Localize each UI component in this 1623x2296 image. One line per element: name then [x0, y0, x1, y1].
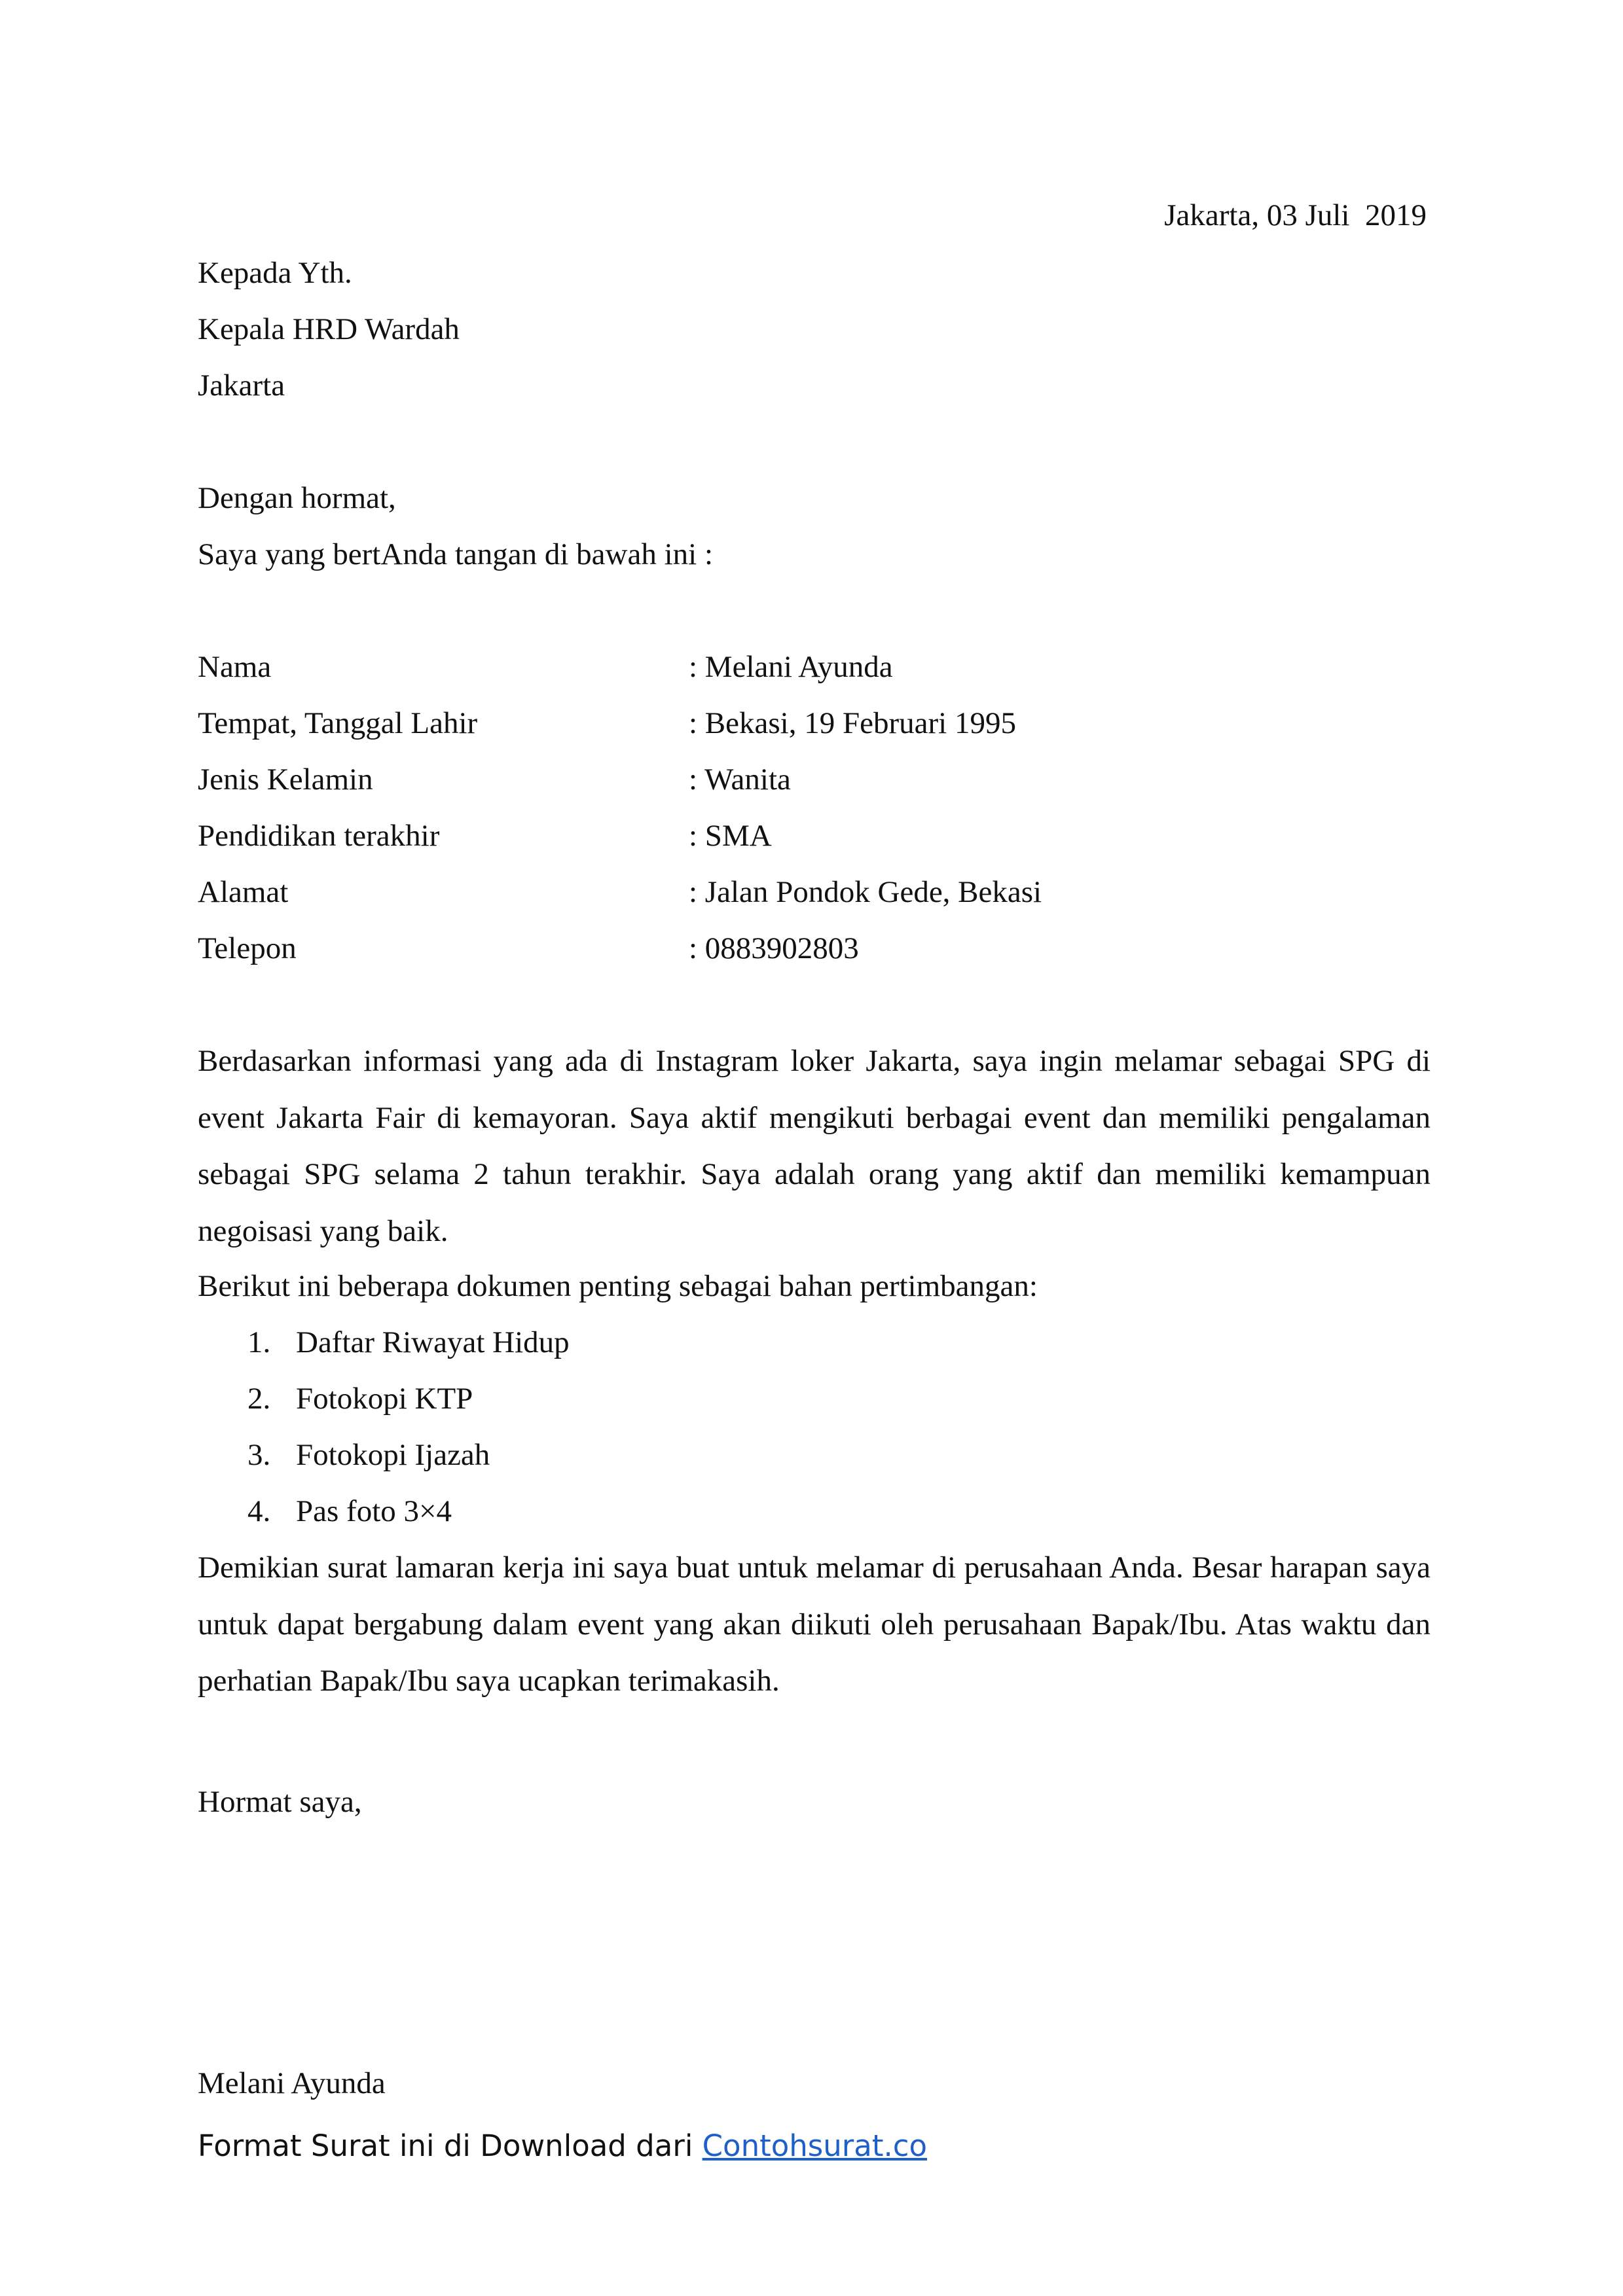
salutation: Dengan hormat, [198, 481, 396, 515]
field-label-alamat: Alamat [198, 875, 289, 909]
field-label-jenis-kelamin: Jenis Kelamin [198, 762, 373, 797]
list-item-4: Pas foto 3×4 [296, 1494, 452, 1528]
body-paragraph: Berdasarkan informasi yang ada di Instagram loker Jakarta, saya ingin melamar sebagai SPG di event Jakarta Fair di kemayoran. Saya aktif mengikuti berbagai event dan memiliki pengalaman sebagai SPG selama 2 tahun terakhir. Saya adalah orang yang aktif dan memiliki kemampuan negoisasi yang baik. [198, 1044, 1431, 1248]
recipient-line-1: Kepada Yth. [198, 256, 352, 290]
footer-prefix: Format Surat ini di Download dari [198, 2128, 702, 2163]
list-number-1: 1. [247, 1325, 271, 1359]
field-value-telepon: : 0883902803 [689, 931, 859, 965]
field-value-nama: : Melani Ayunda [689, 650, 893, 684]
letter-date: Jakarta, 03 Juli 2019 [1164, 198, 1427, 232]
recipient-line-2: Kepala HRD Wardah [198, 312, 460, 346]
list-item-3: Fotokopi Ijazah [296, 1438, 490, 1472]
list-number-2: 2. [247, 1382, 271, 1416]
field-label-nama: Nama [198, 650, 272, 684]
list-item-2: Fotokopi KTP [296, 1382, 473, 1416]
intro-line: Saya yang bertAnda tangan di bawah ini : [198, 537, 714, 571]
field-value-jenis-kelamin: : Wanita [689, 762, 791, 797]
footer-note [198, 2128, 927, 2164]
field-value-pendidikan: : SMA [689, 819, 772, 853]
footer-link[interactable]: Contohsurat.co [702, 2128, 928, 2163]
list-item-1: Daftar Riwayat Hidup [296, 1325, 570, 1359]
field-value-ttl: : Bekasi, 19 Februari 1995 [689, 706, 1016, 740]
documents-intro: Berikut ini beberapa dokumen penting sebagai bahan pertimbangan: [198, 1269, 1038, 1303]
list-number-3: 3. [247, 1438, 271, 1472]
field-label-pendidikan: Pendidikan terakhir [198, 819, 440, 853]
signoff: Hormat saya, [198, 1785, 362, 1819]
recipient-line-3: Jakarta [198, 368, 285, 403]
field-label-ttl: Tempat, Tanggal Lahir [198, 706, 478, 740]
signer-name: Melani Ayunda [198, 2066, 386, 2100]
field-value-alamat: : Jalan Pondok Gede, Bekasi [689, 875, 1042, 909]
list-number-4: 4. [247, 1494, 271, 1528]
closing-paragraph: Demikian surat lamaran kerja ini saya buat untuk melamar di perusahaan Anda. Besar harapan saya untuk dapat bergabung dalam event yang akan diikuti oleh perusahaan Bapak/Ibu. Atas waktu dan perhatian Bapak/Ibu saya ucapkan terimakasih. [198, 1551, 1431, 1698]
field-label-telepon: Telepon [198, 931, 297, 965]
